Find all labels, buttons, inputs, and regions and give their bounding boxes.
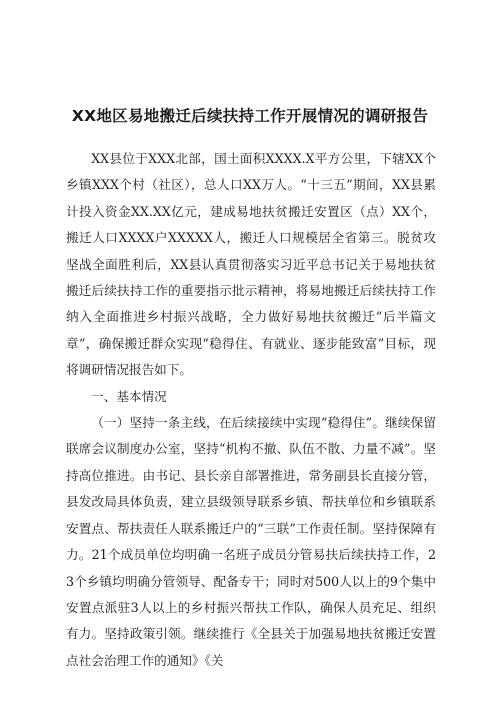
document-title: XX地区易地搬迁后续扶持工作开展情况的调研报告 [71,107,429,125]
section-heading-basic-situation: 一、基本情况 [91,388,167,404]
document-body [66,146,436,674]
intro-paragraph: XX县位于XXX北部，国土面积XXXX.X平方公里，下辖XX个乡镇XXX个村（社区），总人口XX万人。“十三五”期间，XX县累计投入资金XX.XX亿元，建成易地扶贫搬迁安置区（点）XX个，搬迁人口XXXX户XXXXX人，搬迁人口规模居全省第三。脱贫攻坚战全面胜利后，XX县认真贯彻落实习近平总书记关于易地扶贫搬迁后续扶持工作的重要指示批示精神，将易地搬迁后续扶持工作纳入全面推进乡村振兴战略，全力做好易地扶贫搬迁“后半篇文章”，确保搬迁群众实现“稳得住、有就业、逐步能致富”目标，现将调研情况报告如下。 [66,151,436,378]
section1-paragraph: （一）坚持一条主线，在后续接续中实现“稳得住”。继续保留联席会议制度办公室，坚持“机构不撤、队伍不散、力量不减”。坚持高位推进。由书记、县长亲自部署推进，常务副县长直接分管，县发改局具体负责，建立县级领导联系乡镇、帮扶单位和乡镇联系安置点、帮扶责任人联系搬迁户的“三联”工作责任制。坚持保障有力。21个成员单位均明确一名班子成员分管易扶后续扶持工作，23个乡镇均明确分管领导、配备专干；同时对500人以上的9个集中安置点派驻3人以上的乡村振兴帮扶工作队，确保人员充足、组织有力。坚持政策引领。继续推行《全县关于加强易地扶贫搬迁安置点社会治理工作的通知》《关 [66,415,436,668]
